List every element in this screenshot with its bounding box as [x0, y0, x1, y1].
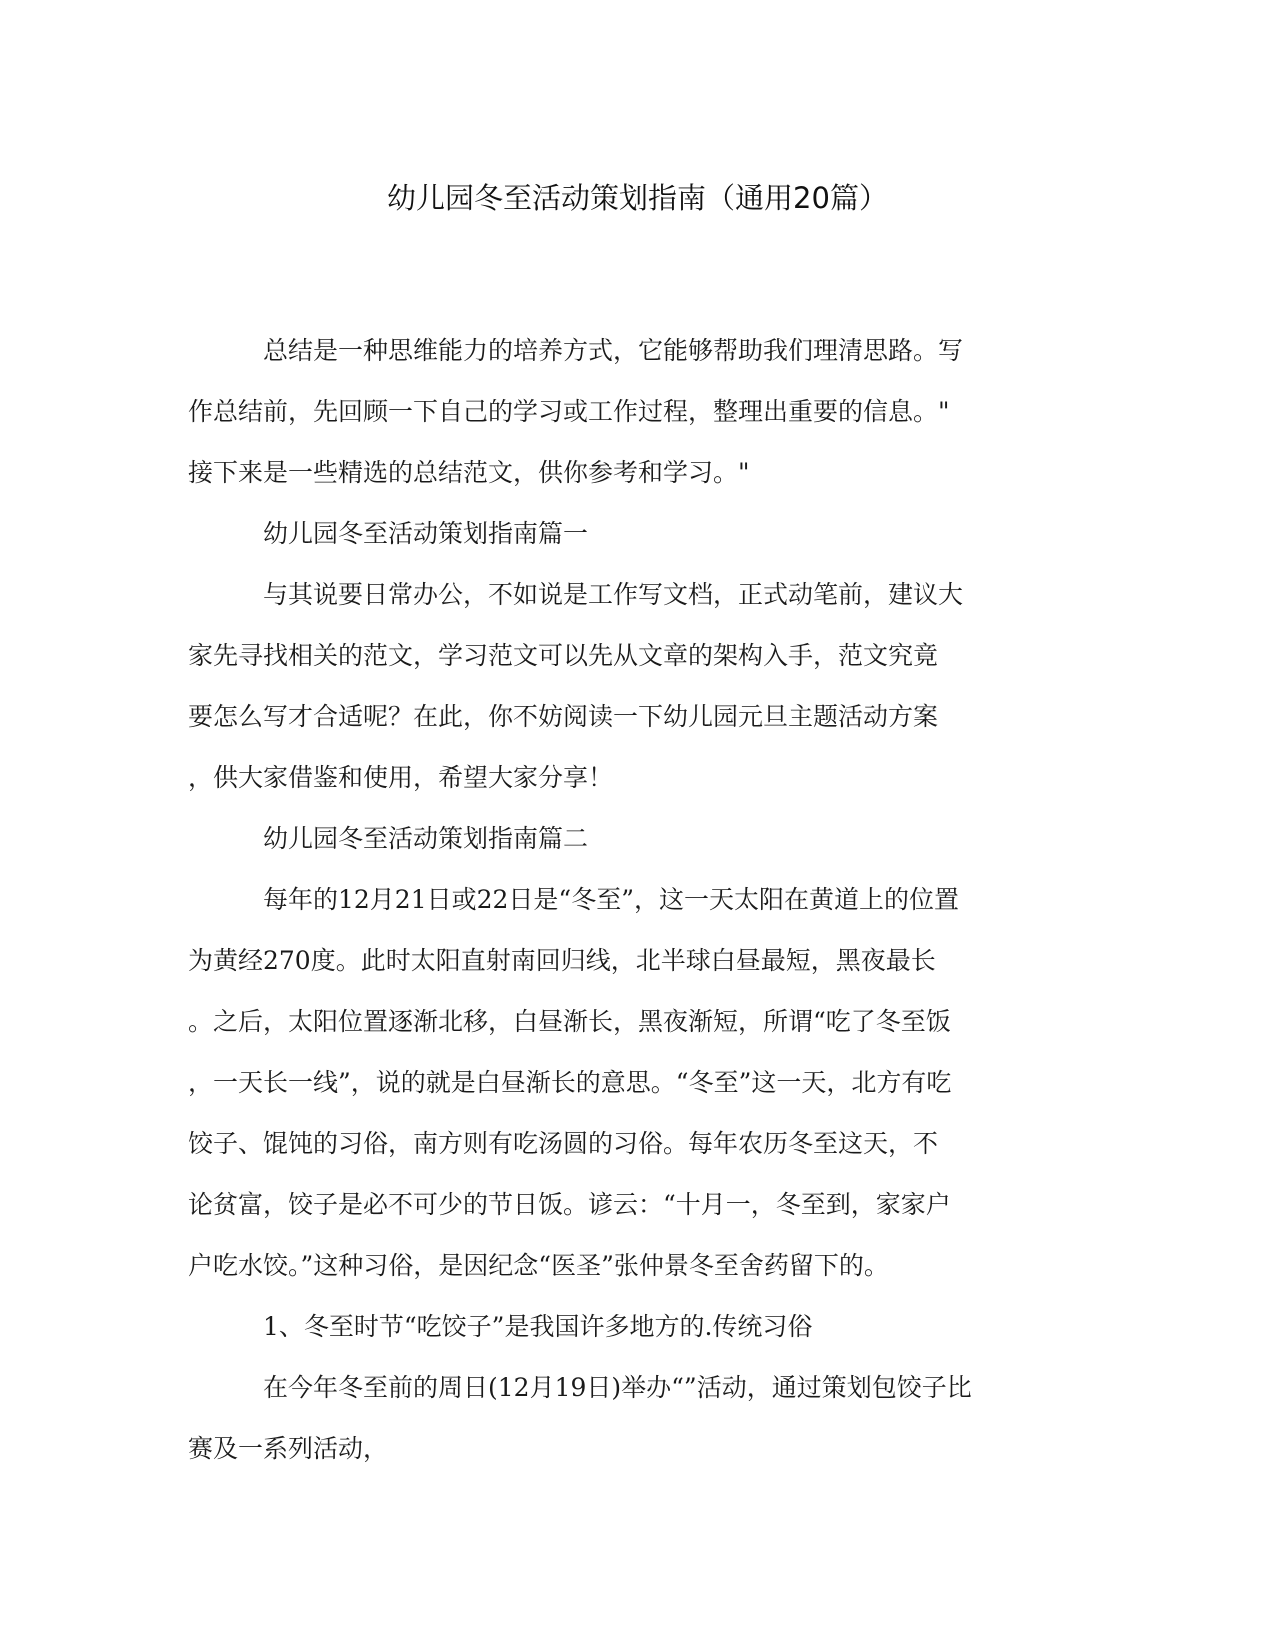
text-line: 幼儿园冬至活动策划指南篇一 — [263, 519, 589, 548]
numbered-item-1 — [188, 1296, 1073, 1357]
text-line: 1、冬至时节“吃饺子”是我国许多地方的.传统习俗 — [263, 1312, 813, 1341]
text-line: 论贫富，饺子是必不可少的节日饭。谚云：“十月一，冬至到，家家户 — [188, 1190, 951, 1219]
text-line: 赛及一系列活动， — [188, 1434, 389, 1463]
text-line: 要怎么写才合适呢？在此，你不妨阅读一下幼儿园元旦主题活动方案 — [188, 702, 939, 731]
text-line: 饺子、馄饨的习俗，南方则有吃汤圆的习俗。每年农历冬至这天，不 — [188, 1129, 939, 1158]
text-line: ，供大家借鉴和使用，希望大家分享！ — [188, 763, 614, 792]
text-line: 作总结前，先回顾一下自己的学习或工作过程，整理出重要的信息。" — [188, 397, 950, 426]
section-heading-2 — [188, 808, 1073, 869]
text-line: ，一天长一线”，说的就是白昼渐长的意思。“冬至”这一天，北方有吃 — [188, 1068, 952, 1097]
paragraph-section-2 — [188, 869, 1073, 1296]
text-line: 。之后，太阳位置逐渐北移，白昼渐长，黑夜渐短，所谓“吃了冬至饭 — [188, 1007, 951, 1036]
text-line: 幼儿园冬至活动策划指南篇二 — [263, 824, 589, 853]
text-line: 家先寻找相关的范文，学习范文可以先从文章的架构入手，范文究竟 — [188, 641, 939, 670]
text-line: 每年的12月21日或22日是“冬至”，这一天太阳在黄道上的位置 — [263, 885, 959, 914]
text-line: 在今年冬至前的周日(12月19日)举办“”活动，通过策划包饺子比 — [263, 1373, 972, 1402]
document-title: 幼儿园冬至活动策划指南（通用20篇） — [387, 181, 888, 215]
paragraph-section-1 — [188, 564, 1073, 808]
section-heading-1 — [188, 503, 1073, 564]
paragraph-intro — [188, 320, 1073, 503]
text-line: 户吃水饺。”这种习俗，是因纪念“医圣”张仲景冬至舍药留下的。 — [188, 1251, 889, 1280]
text-line: 总结是一种思维能力的培养方式，它能够帮助我们理清思路。写 — [263, 336, 964, 365]
text-line: 与其说要日常办公，不如说是工作写文档，正式动笔前，建议大 — [263, 580, 964, 609]
text-line: 为黄经270度。此时太阳直射南回归线，北半球白昼最短，黑夜最长 — [188, 946, 936, 975]
paragraph-activity — [188, 1357, 1073, 1479]
text-line: 接下来是一些精选的总结范文，供你参考和学习。" — [188, 458, 750, 487]
document-body — [188, 320, 1073, 1479]
